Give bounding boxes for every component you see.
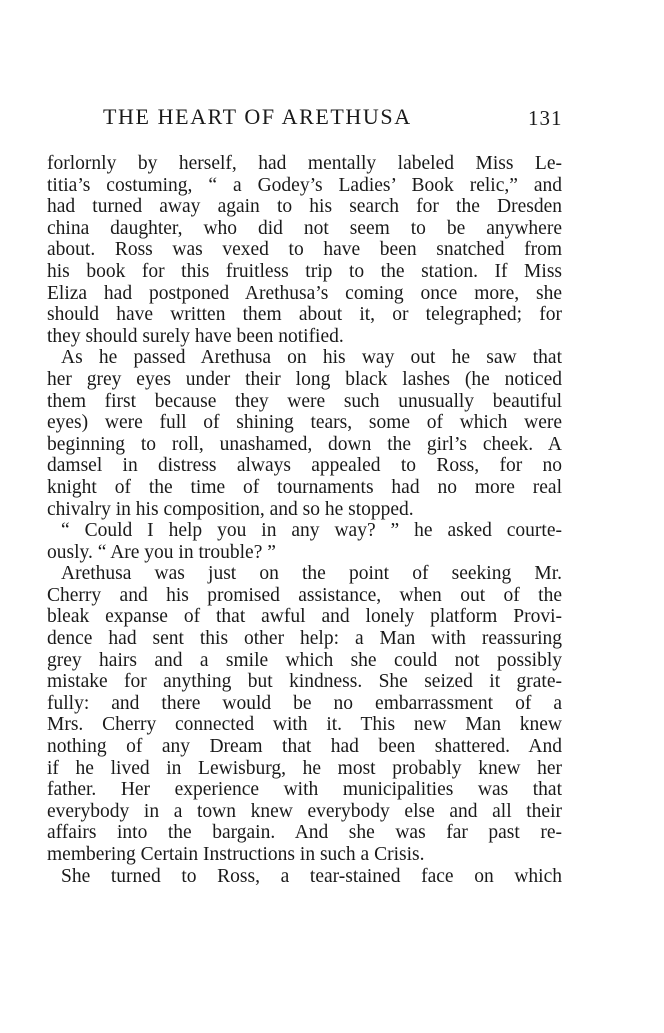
text-line: they should surely have been notified.	[47, 325, 344, 347]
text-line: As he passed Arethusa on his way out he saw that	[61, 347, 562, 369]
text-line: his book for this fruitless trip to the station. If Miss	[47, 260, 562, 282]
running-title: THE HEART OF ARETHUSA	[103, 104, 412, 129]
text-line: everybody in a town knew everybody else and all their	[47, 800, 562, 822]
text-line: grey hairs and a smile which she could not possibly	[47, 649, 562, 671]
text-line: eyes) were full of shining tears, some of which were	[47, 412, 562, 434]
text-line: her grey eyes under their long black lashes (he noticed	[47, 368, 562, 390]
text-line: chivalry in his composition, and so he stopped.	[47, 498, 414, 520]
text-line: beginning to roll, unashamed, down the girl’s cheek. A	[47, 433, 562, 455]
text-line: Eliza had postponed Arethusa’s coming once more, she	[47, 282, 562, 304]
text-line: affairs into the bargain. And she was far past re-	[47, 822, 562, 844]
text-line: had turned away again to his search for the Dresden	[47, 196, 562, 218]
text-line: membering Certain Instructions in such a Crisis.	[47, 844, 425, 865]
text-line: should have written them about it, or telegraphed; for	[47, 304, 562, 326]
text-line: Cherry and his promised assistance, when out of the	[47, 584, 562, 606]
text-line: Arethusa was just on the point of seeking Mr.	[61, 563, 562, 585]
text-line: fully: and there would be no embarrassment of a	[47, 692, 562, 714]
text-line: ously. “ Are you in trouble? ”	[47, 541, 276, 563]
text-line: nothing of any Dream that had been shattered. And	[47, 736, 562, 758]
text-line: forlornly by herself, had mentally labeled Miss Le-	[47, 153, 562, 174]
text-line: china daughter, who did not seem to be anywhere	[47, 217, 562, 239]
text-line: knight of the time of tournaments had no more real	[47, 476, 562, 498]
running-header	[0, 104, 664, 134]
text-line: Mrs. Cherry connected with it. This new Man knew	[47, 714, 562, 736]
text-line: She turned to Ross, a tear-stained face on which	[61, 865, 562, 887]
text-line: mistake for anything but kindness. She seized it grate-	[47, 671, 562, 693]
text-line: dence had sent this other help: a Man with reassuring	[47, 628, 562, 650]
page-number: 131	[528, 106, 563, 130]
text-line: damsel in distress always appealed to Ross, for no	[47, 455, 562, 477]
text-line: father. Her experience with municipalities was that	[47, 779, 562, 801]
body-text	[47, 153, 562, 887]
text-line: them first because they were such unusually beautiful	[47, 390, 562, 412]
text-line: if he lived in Lewisburg, he most probably knew her	[47, 757, 562, 779]
text-line: about. Ross was vexed to have been snatched from	[47, 239, 562, 261]
text-line: titia’s costuming, “ a Godey’s Ladies’ Book relic,” and	[47, 174, 562, 196]
text-line: “ Could I help you in any way? ” he asked courte-	[61, 520, 562, 542]
text-line: bleak expanse of that awful and lonely platform Provi-	[47, 606, 562, 628]
